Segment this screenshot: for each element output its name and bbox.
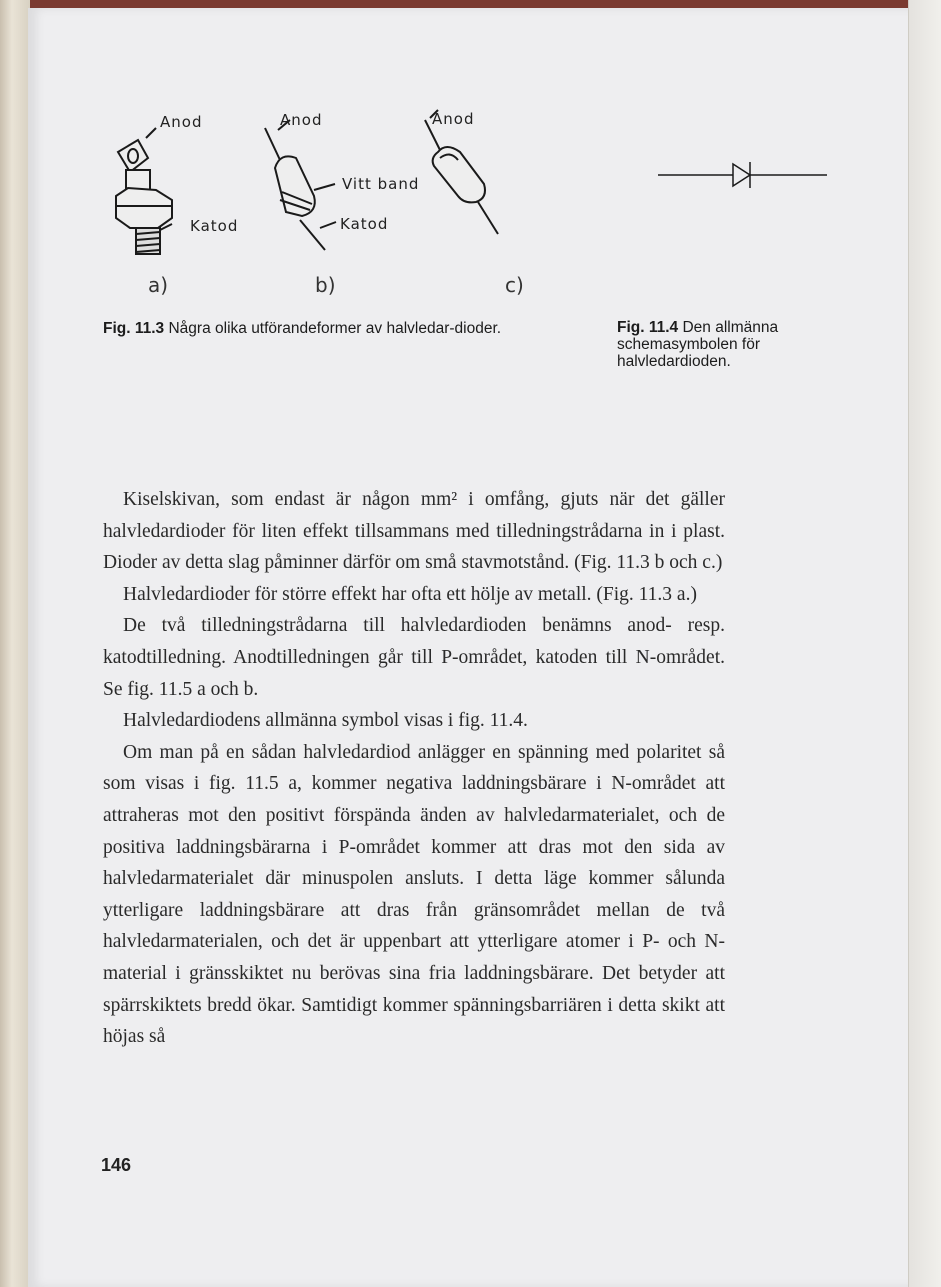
caption-fig-11-3-number: Fig. 11.3 xyxy=(103,320,165,337)
glass-diode-drawing xyxy=(425,110,498,234)
plastic-diode-drawing xyxy=(265,120,336,250)
body-text xyxy=(103,484,725,1053)
sublabel-b: b) xyxy=(315,273,336,297)
label-katod-a: Katod xyxy=(190,217,239,235)
caption-fig-11-4-text: Den allmänna schemasymbolen för halvledardioden. xyxy=(617,319,779,370)
stud-diode-drawing xyxy=(116,128,172,254)
sublabel-c: c) xyxy=(505,273,524,297)
label-anod-c: Anod xyxy=(432,110,475,128)
next-page-edge xyxy=(908,0,941,1287)
caption-fig-11-3-text: Några olika utförandeformer av halvledar-dioder. xyxy=(168,320,502,337)
label-vitt-band: Vitt band xyxy=(342,175,420,193)
paragraph-4: Halvledardiodens allmänna symbol visas i fig. 11.4. xyxy=(123,710,528,732)
sublabel-a: a) xyxy=(148,273,169,297)
paragraph-2: Halvledardioder för större effekt har ofta ett hölje av metall. (Fig. 11.3 a.) xyxy=(123,583,697,605)
book-binding xyxy=(0,0,30,1287)
caption-fig-11-3 xyxy=(103,320,535,337)
paragraph-3: De två tilledningstrådarna till halvledardioden benämns anod- resp. katodtilledning. Anodtilledningen går till P-området, katoden till N-området. Se fig. 11.5 a och b. xyxy=(103,615,725,700)
caption-fig-11-4-number: Fig. 11.4 xyxy=(617,319,679,336)
page-number: 146 xyxy=(101,1155,132,1175)
diode-schematic-symbol xyxy=(655,155,830,200)
label-anod-a: Anod xyxy=(160,113,203,131)
caption-fig-11-4 xyxy=(617,319,817,370)
paragraph-1: Kiselskivan, som endast är någon mm² i omfång, gjuts när det gäller halvledardioder för liten effekt tillsammans med tilledningstrådarna in i plast. Dioder av detta slag påminner därför om små stavmotstånd. (Fig. 11.3 b och c.) xyxy=(103,489,725,574)
paragraph-5: Om man på en sådan halvledardiod anlägger en spänning med polaritet så som visas i fig. 11.5 a, kommer negativa laddningsbärare i N-området att attraheras mot den positivt förspända änden av halvledarmaterialet, och de positiva laddningsbärarna i P-området kommer att dras mot den sida av halvledarmaterialet där minuspolen ansluts. I detta läge kommer sålunda ytterligare laddningsbärare att dras från gränsområdet mellan de två halvledarmaterialen, och det är uppenbart att ytterligare atomer i P- och N-material i gränsskiktet nu berövas sina fria laddningsbärare. Det betyder att spärrskiktets bredd ökar. Samtidigt kommer spänningsbarriären i detta skikt att höjas så xyxy=(103,741,725,1048)
label-katod-b: Katod xyxy=(340,215,389,233)
label-anod-b: Anod xyxy=(280,111,323,129)
